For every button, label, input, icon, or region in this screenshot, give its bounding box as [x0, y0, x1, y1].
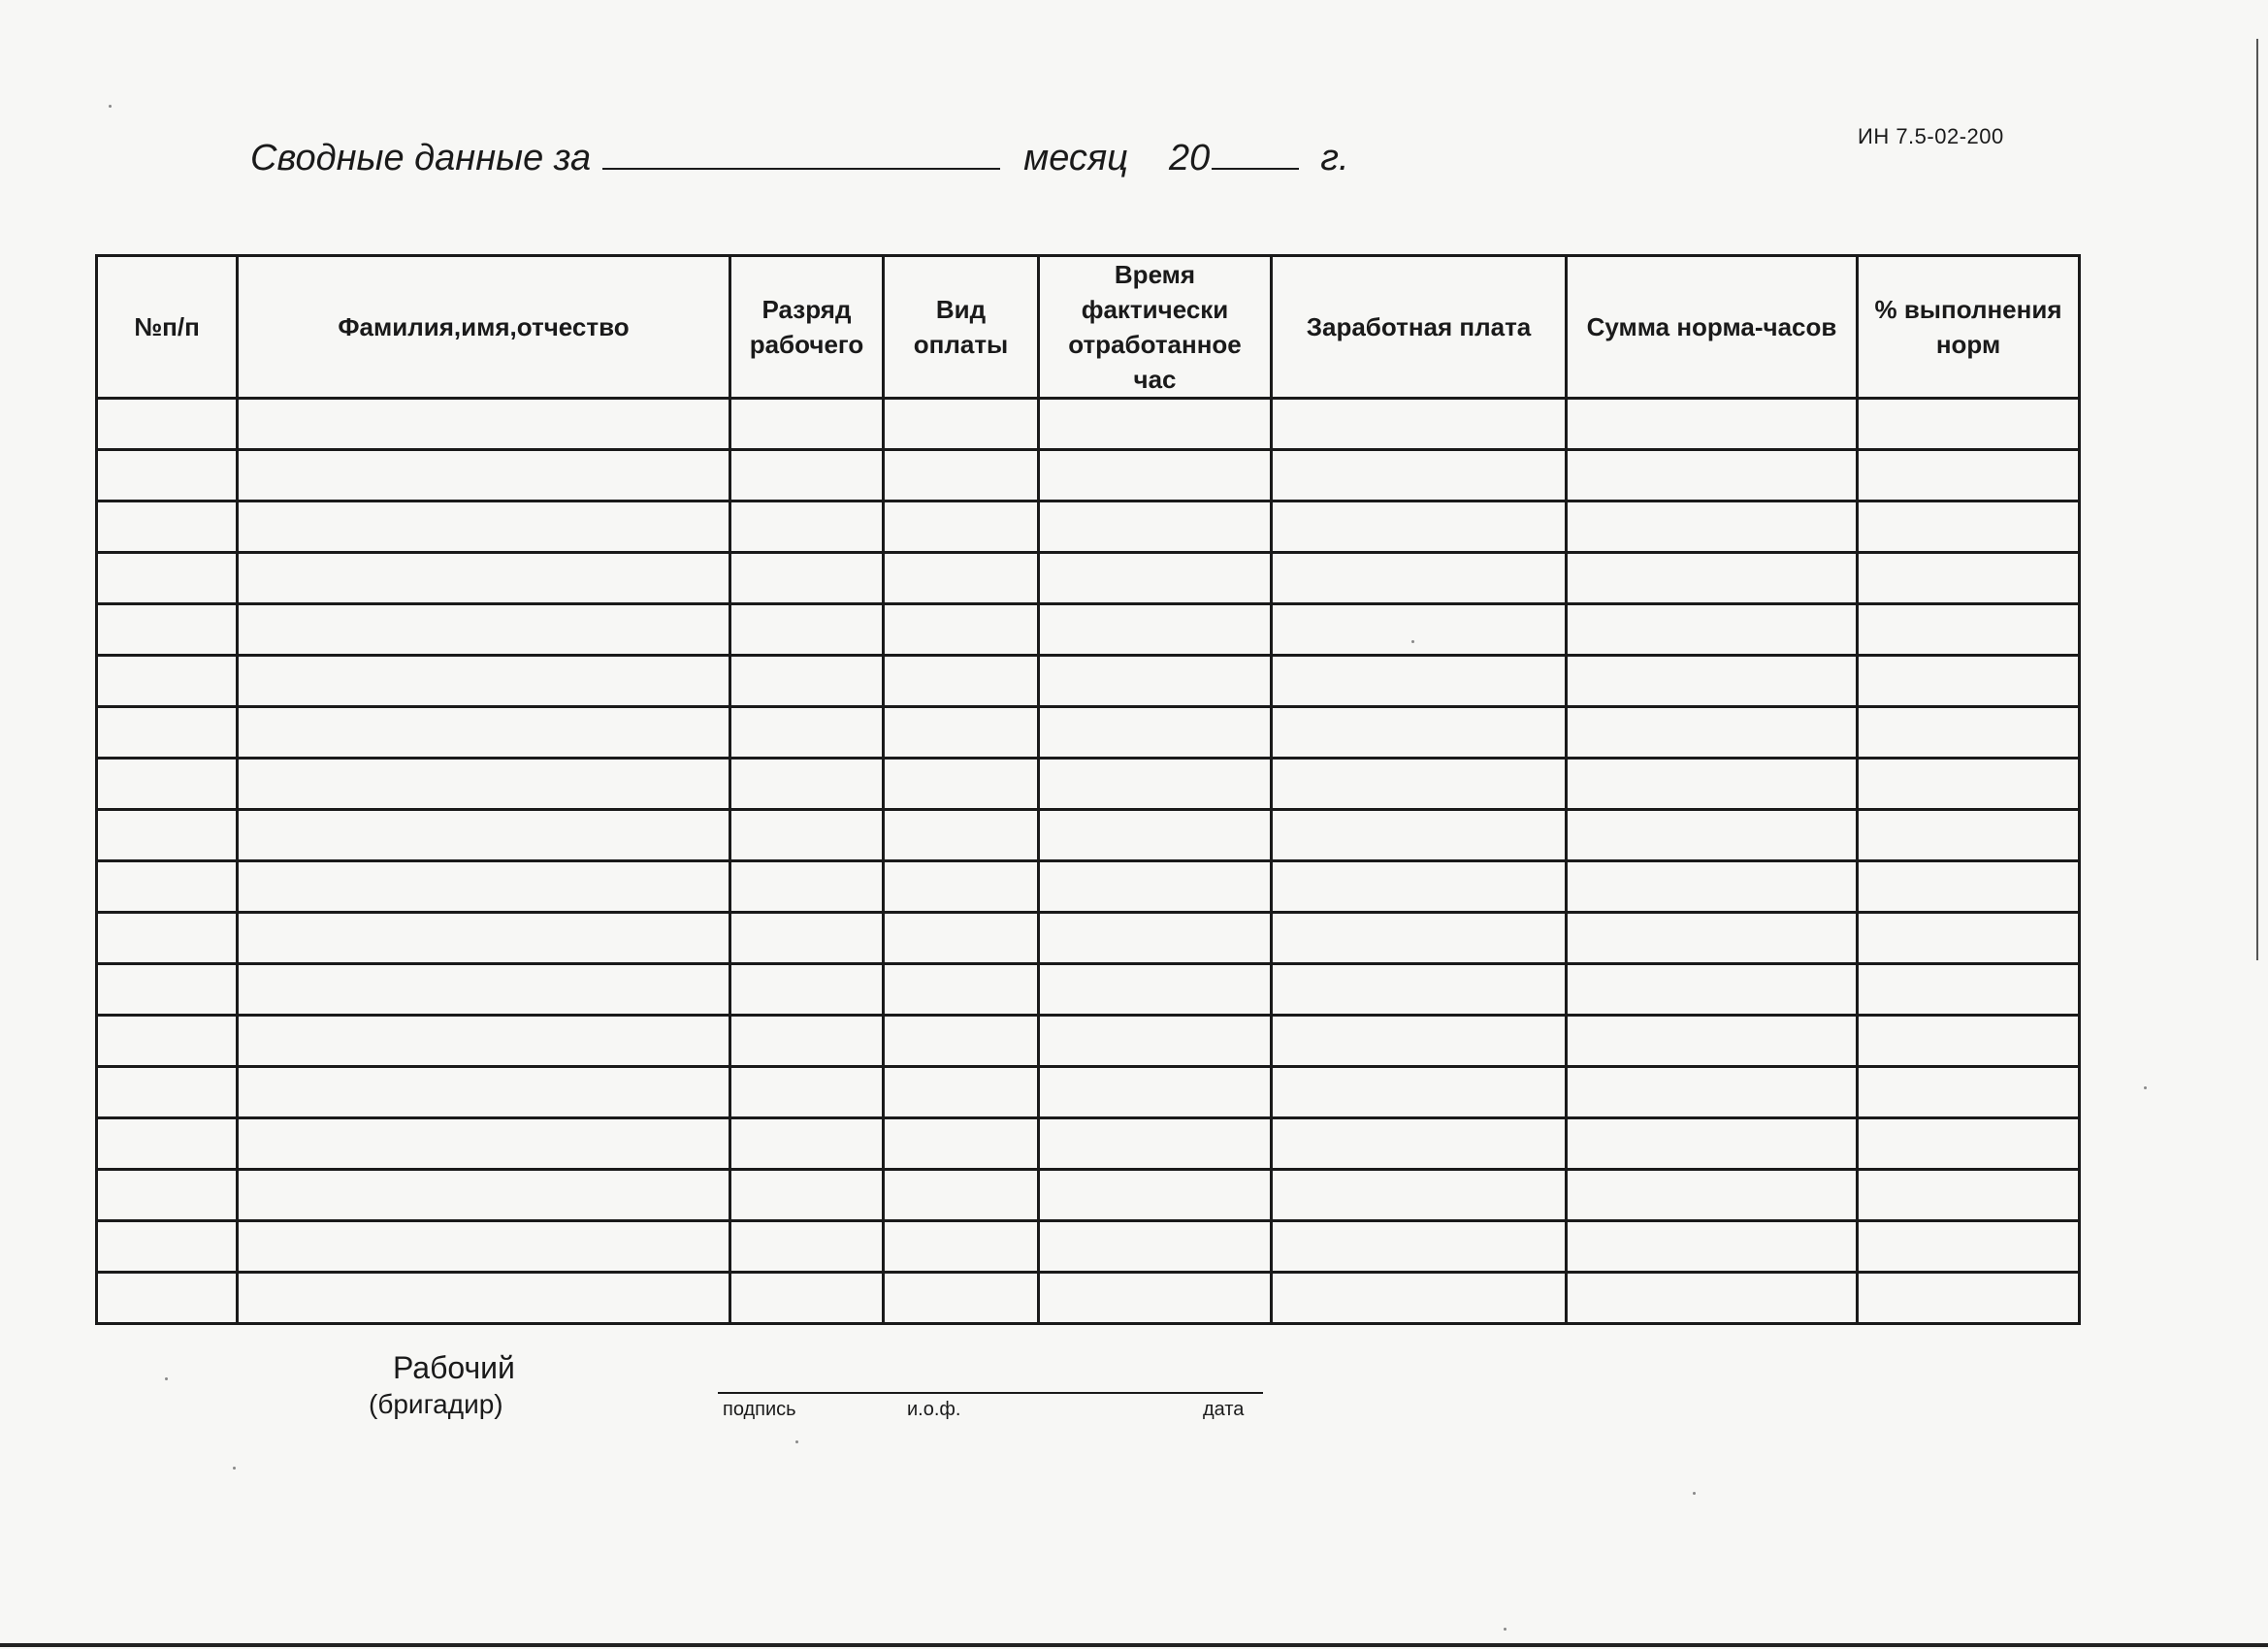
month-blank-field[interactable] [602, 162, 1000, 170]
cell-payment-type[interactable] [884, 861, 1039, 913]
cell-hours-worked[interactable] [1039, 1221, 1272, 1273]
cell-full-name[interactable] [238, 913, 730, 964]
cell-full-name[interactable] [238, 861, 730, 913]
cell-salary[interactable] [1272, 1118, 1567, 1170]
cell-number[interactable] [97, 501, 238, 553]
cell-norm-percent[interactable] [1858, 861, 2080, 913]
cell-salary[interactable] [1272, 913, 1567, 964]
cell-number[interactable] [97, 1221, 238, 1273]
cell-hours-worked[interactable] [1039, 1118, 1272, 1170]
cell-number[interactable] [97, 964, 238, 1016]
scan-speck [1693, 1492, 1696, 1495]
cell-number[interactable] [97, 399, 238, 450]
cell-number[interactable] [97, 1016, 238, 1067]
cell-salary[interactable] [1272, 450, 1567, 501]
cell-grade[interactable] [730, 1170, 884, 1221]
cell-full-name[interactable] [238, 501, 730, 553]
cell-norm-hours[interactable] [1567, 913, 1858, 964]
cell-salary[interactable] [1272, 399, 1567, 450]
scan-speck [109, 105, 112, 108]
cell-number[interactable] [97, 1118, 238, 1170]
cell-hours-worked[interactable] [1039, 1170, 1272, 1221]
cell-norm-percent[interactable] [1858, 604, 2080, 656]
cell-number[interactable] [97, 450, 238, 501]
cell-hours-worked[interactable] [1039, 656, 1272, 707]
table-row [97, 553, 2080, 604]
cell-full-name[interactable] [238, 707, 730, 759]
table-row [97, 1067, 2080, 1118]
cell-number[interactable] [97, 707, 238, 759]
cell-hours-worked[interactable] [1039, 1016, 1272, 1067]
cell-norm-percent[interactable] [1858, 501, 2080, 553]
cell-hours-worked[interactable] [1039, 964, 1272, 1016]
cell-number[interactable] [97, 553, 238, 604]
cell-norm-percent[interactable] [1858, 1273, 2080, 1324]
cell-grade[interactable] [730, 1016, 884, 1067]
cell-salary[interactable] [1272, 1221, 1567, 1273]
cell-grade[interactable] [730, 450, 884, 501]
cell-norm-percent[interactable] [1858, 707, 2080, 759]
cell-full-name[interactable] [238, 1273, 730, 1324]
cell-norm-percent[interactable] [1858, 656, 2080, 707]
cell-payment-type[interactable] [884, 501, 1039, 553]
cell-norm-percent[interactable] [1858, 1016, 2080, 1067]
cell-full-name[interactable] [238, 1170, 730, 1221]
cell-number[interactable] [97, 1067, 238, 1118]
table-row [97, 861, 2080, 913]
cell-norm-percent[interactable] [1858, 399, 2080, 450]
date-caption: дата [1203, 1399, 1245, 1420]
scan-speck [2144, 1086, 2147, 1089]
cell-full-name[interactable] [238, 1016, 730, 1067]
cell-norm-hours[interactable] [1567, 604, 1858, 656]
cell-payment-type[interactable] [884, 1067, 1039, 1118]
cell-norm-hours[interactable] [1567, 1221, 1858, 1273]
document-code: ИН 7.5-02-200 [1858, 124, 2004, 148]
cell-norm-percent[interactable] [1858, 1170, 2080, 1221]
scan-speck [165, 1377, 168, 1380]
cell-norm-percent[interactable] [1858, 810, 2080, 861]
cell-norm-percent[interactable] [1858, 553, 2080, 604]
cell-payment-type[interactable] [884, 1221, 1039, 1273]
table-row [97, 656, 2080, 707]
table-row [97, 1273, 2080, 1324]
cell-payment-type[interactable] [884, 1170, 1039, 1221]
cell-payment-type[interactable] [884, 810, 1039, 861]
cell-norm-hours[interactable] [1567, 707, 1858, 759]
table-row [97, 913, 2080, 964]
cell-norm-percent[interactable] [1858, 1067, 2080, 1118]
title-year-prefix: 20 [1168, 138, 1211, 178]
cell-norm-hours[interactable] [1567, 1067, 1858, 1118]
cell-grade[interactable] [730, 553, 884, 604]
cell-payment-type[interactable] [884, 399, 1039, 450]
cell-payment-type[interactable] [884, 553, 1039, 604]
cell-norm-hours[interactable] [1567, 501, 1858, 553]
table-row [97, 964, 2080, 1016]
cell-hours-worked[interactable] [1039, 913, 1272, 964]
cell-norm-percent[interactable] [1858, 913, 2080, 964]
cell-payment-type[interactable] [884, 913, 1039, 964]
cell-payment-type[interactable] [884, 656, 1039, 707]
title-year-suffix: г. [1320, 138, 1349, 178]
column-header-grade: Разряд рабочего [730, 256, 884, 399]
cell-salary[interactable] [1272, 810, 1567, 861]
cell-salary[interactable] [1272, 501, 1567, 553]
signature-role: Рабочий [393, 1350, 515, 1385]
table-row [97, 810, 2080, 861]
cell-norm-hours[interactable] [1567, 1273, 1858, 1324]
signature-line[interactable] [718, 1392, 1263, 1394]
cell-number[interactable] [97, 656, 238, 707]
cell-full-name[interactable] [238, 964, 730, 1016]
cell-payment-type[interactable] [884, 964, 1039, 1016]
table-row [97, 1118, 2080, 1170]
cell-number[interactable] [97, 913, 238, 964]
cell-full-name[interactable] [238, 399, 730, 450]
cell-hours-worked[interactable] [1039, 759, 1272, 810]
cell-grade[interactable] [730, 1118, 884, 1170]
cell-grade[interactable] [730, 501, 884, 553]
cell-full-name[interactable] [238, 604, 730, 656]
cell-norm-hours[interactable] [1567, 656, 1858, 707]
table-row [97, 604, 2080, 656]
title-month-word: месяц [1023, 138, 1128, 178]
scan-speck [1504, 1628, 1507, 1631]
table-row [97, 399, 2080, 450]
cell-hours-worked[interactable] [1039, 450, 1272, 501]
cell-salary[interactable] [1272, 1170, 1567, 1221]
cell-full-name[interactable] [238, 553, 730, 604]
cell-norm-hours[interactable] [1567, 450, 1858, 501]
column-header-payment-type: Вид оплаты [884, 256, 1039, 399]
cell-payment-type[interactable] [884, 1118, 1039, 1170]
cell-norm-percent[interactable] [1858, 1118, 2080, 1170]
document-title [250, 138, 1349, 179]
table-row [97, 1221, 2080, 1273]
table-row [97, 1016, 2080, 1067]
table-row [97, 450, 2080, 501]
year-blank-field[interactable] [1212, 162, 1299, 170]
cell-number[interactable] [97, 1273, 238, 1324]
cell-number[interactable] [97, 759, 238, 810]
table-row [97, 759, 2080, 810]
scan-speck [1411, 640, 1414, 643]
cell-hours-worked[interactable] [1039, 399, 1272, 450]
cell-norm-percent[interactable] [1858, 450, 2080, 501]
cell-hours-worked[interactable] [1039, 501, 1272, 553]
scan-edge-right [2256, 39, 2258, 960]
cell-norm-hours[interactable] [1567, 1016, 1858, 1067]
cell-norm-hours[interactable] [1567, 810, 1858, 861]
cell-norm-hours[interactable] [1567, 964, 1858, 1016]
cell-payment-type[interactable] [884, 604, 1039, 656]
column-header-norm-percent: % выполнения норм [1858, 256, 2080, 399]
cell-norm-hours[interactable] [1567, 861, 1858, 913]
cell-norm-percent[interactable] [1858, 964, 2080, 1016]
cell-hours-worked[interactable] [1039, 1067, 1272, 1118]
cell-grade[interactable] [730, 604, 884, 656]
cell-full-name[interactable] [238, 1221, 730, 1273]
cell-grade[interactable] [730, 810, 884, 861]
cell-hours-worked[interactable] [1039, 861, 1272, 913]
cell-grade[interactable] [730, 759, 884, 810]
column-header-number: №п/п [97, 256, 238, 399]
cell-grade[interactable] [730, 1067, 884, 1118]
column-header-hours-worked: Время фактически отработанное час [1039, 256, 1272, 399]
cell-payment-type[interactable] [884, 707, 1039, 759]
cell-norm-hours[interactable] [1567, 759, 1858, 810]
cell-norm-percent[interactable] [1858, 1221, 2080, 1273]
cell-full-name[interactable] [238, 810, 730, 861]
cell-number[interactable] [97, 810, 238, 861]
cell-payment-type[interactable] [884, 450, 1039, 501]
cell-norm-hours[interactable] [1567, 1170, 1858, 1221]
cell-payment-type[interactable] [884, 1016, 1039, 1067]
cell-norm-hours[interactable] [1567, 553, 1858, 604]
cell-full-name[interactable] [238, 1067, 730, 1118]
cell-norm-percent[interactable] [1858, 759, 2080, 810]
signature-caption: подпись [723, 1399, 796, 1420]
cell-payment-type[interactable] [884, 759, 1039, 810]
title-prefix: Сводные данные за [250, 138, 592, 178]
cell-grade[interactable] [730, 861, 884, 913]
cell-salary[interactable] [1272, 1016, 1567, 1067]
cell-salary[interactable] [1272, 964, 1567, 1016]
cell-full-name[interactable] [238, 450, 730, 501]
cell-grade[interactable] [730, 1273, 884, 1324]
table-row [97, 1170, 2080, 1221]
cell-number[interactable] [97, 861, 238, 913]
scan-speck [795, 1440, 798, 1443]
cell-salary[interactable] [1272, 656, 1567, 707]
cell-full-name[interactable] [238, 759, 730, 810]
cell-salary[interactable] [1272, 604, 1567, 656]
cell-hours-worked[interactable] [1039, 553, 1272, 604]
cell-full-name[interactable] [238, 1118, 730, 1170]
cell-hours-worked[interactable] [1039, 1273, 1272, 1324]
name-caption: и.о.ф. [907, 1399, 961, 1420]
cell-norm-hours[interactable] [1567, 1118, 1858, 1170]
scan-edge-bottom [0, 1643, 2268, 1647]
cell-full-name[interactable] [238, 656, 730, 707]
cell-grade[interactable] [730, 913, 884, 964]
cell-hours-worked[interactable] [1039, 707, 1272, 759]
cell-salary[interactable] [1272, 1273, 1567, 1324]
cell-salary[interactable] [1272, 759, 1567, 810]
signature-role-sub: (бригадир) [369, 1389, 503, 1419]
cell-grade[interactable] [730, 656, 884, 707]
cell-norm-hours[interactable] [1567, 399, 1858, 450]
cell-number[interactable] [97, 1170, 238, 1221]
table-row [97, 501, 2080, 553]
column-header-full-name: Фамилия,имя,отчество [238, 256, 730, 399]
table-header-row [97, 256, 2080, 399]
cell-payment-type[interactable] [884, 1273, 1039, 1324]
cell-grade[interactable] [730, 1221, 884, 1273]
column-header-norm-hours: Сумма норма-часов [1567, 256, 1858, 399]
table-row [97, 707, 2080, 759]
cell-number[interactable] [97, 604, 238, 656]
cell-grade[interactable] [730, 964, 884, 1016]
cell-salary[interactable] [1272, 553, 1567, 604]
summary-table [95, 254, 2081, 1325]
cell-grade[interactable] [730, 399, 884, 450]
cell-hours-worked[interactable] [1039, 604, 1272, 656]
scan-speck [233, 1467, 236, 1470]
cell-salary[interactable] [1272, 707, 1567, 759]
cell-salary[interactable] [1272, 1067, 1567, 1118]
column-header-salary: Заработная плата [1272, 256, 1567, 399]
cell-hours-worked[interactable] [1039, 810, 1272, 861]
cell-salary[interactable] [1272, 861, 1567, 913]
cell-grade[interactable] [730, 707, 884, 759]
